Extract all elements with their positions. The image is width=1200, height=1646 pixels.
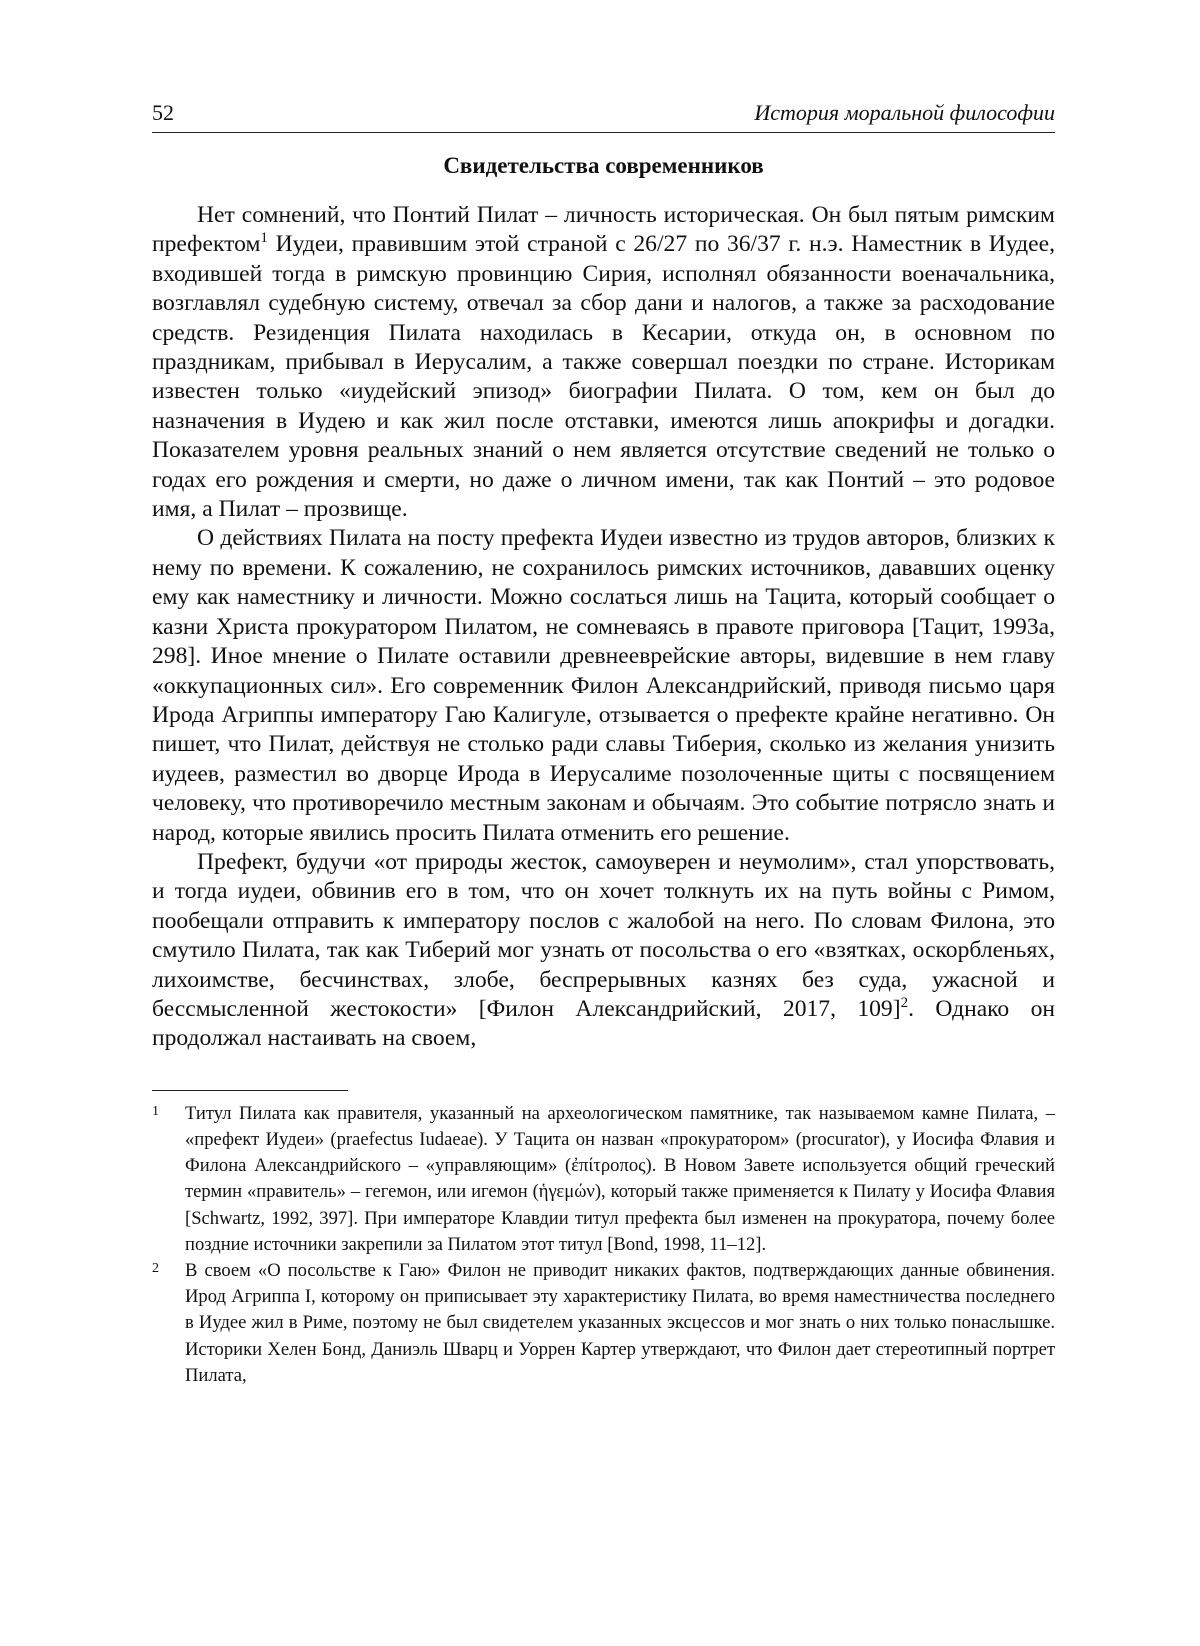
footnote-separator <box>152 1090 348 1091</box>
footnote-text: Титул Пилата как правителя, указанный на археологическом памятнике, так называемом камне Пилата, – «префект Иудеи» (praefectus Iudaeae). У Тацита он назван «прокуратором» (procurator), у Иосифа Флавия и Филона Александрийского – «управляющим» (ἐπίτροπος). В Новом Завете используется общий греческий термин «правитель» – гегемон, или игемон (ἡγεμών), который также применяется к Пилату у Иосифа Флавия [Schwartz, 1992, 397]. При императоре Клавдии титул префекта был изменен на прокуратора, почему более поздние источники закрепили за Пилатом этот титул [Bond, 1998, 11–12]. <box>185 1102 1055 1255</box>
paragraph-text: . Однако он продолжал настаивать на своем, <box>152 995 1055 1052</box>
paragraph-text: Префект, будучи «от природы жесток, самоуверен и неумолим», стал упорствовать, и тогда иудеи, обвинив его в том, что он хочет толкнуть их на путь войны с Римом, пообещали отправить к императору послов с жалобой на него. По словам Филона, это смутило Пилата, так как Тиберий мог узнать от посольства о его «взятках, оскорбленьях, лихоимстве, бесчинствах, злобе, беспрерывных казнях без суда, ужасной и бессмысленной жестокости» [Филон Александрийский, 2017, 109] <box>152 848 1055 1022</box>
paragraph-text: Иудеи, правившим этой страной с 26/27 по 36/37 г. н.э. Наместник в Иудее, входившей тогда в римскую провинцию Сирия, исполнял обязанности военачальника, возглавлял судебную систему, отвечал за сбор дани и налогов, а также за расходование средств. Резиденция Пилата находилась в Кесарии, откуда он, в основном по праздникам, прибывал в Иерусалим, а также совершал поездки по стране. Историкам известен только «иудейский эпизод» биографии Пилата. О том, кем он был до назначения в Иудею и как жил после отставки, имеются лишь апокрифы и догадки. Показателем уровня реальных знаний о нем является отсутствие сведений не только о годах его рождения и смерти, но даже о личном имени, так как Понтий – это родовое имя, а Пилат – прозвище. <box>152 231 1055 523</box>
footnote-number: 1 <box>152 1103 159 1119</box>
footnote-ref[interactable]: 2 <box>900 995 909 1012</box>
running-title: История моральной философии <box>754 100 1055 125</box>
running-header <box>152 100 1055 133</box>
footnote-ref[interactable]: 1 <box>260 230 268 247</box>
paragraph-text: О действиях Пилата на посту префекта Иудеи известно из трудов авторов, близких к нему по времени. К сожалению, не сохранилось римских источников, дававших оценку ему как наместнику и личности. Можно сослаться лишь на Тацита, который сообщает о казни Христа прокуратором Пилатом, не сомневаясь в правоте приговора [Тацит, 1993а, 298]. Иное мнение о Пилате оставили древнееврейские авторы, видевшие в нем главу «оккупационных сил». Его современник Филон Александрийский, приводя письмо царя Ирода Агриппы императору Гаю Калигуле, отзывается о префекте крайне негативно. Он пишет, что Пилат, действуя не столько ради славы Тиберия, сколько из желания унизить иудеев, разместил во дворце Ирода в Иерусалиме позолоченные щиты с посвящением человеку, что противоречило местным законам и обычаям. Это событие потрясло знать и народ, которые явились просить Пилата отменить его решение. <box>152 525 1055 846</box>
footnote <box>152 1258 1055 1389</box>
paragraph-text: Нет сомнений, что Понтий Пилат – личность историческая. Он был пятым римским префектом <box>152 202 1055 258</box>
paragraph <box>152 201 1055 524</box>
footnote-number: 2 <box>152 1261 159 1276</box>
footnotes <box>152 1101 1055 1389</box>
page-number: 52 <box>152 100 174 125</box>
book-page <box>152 100 1055 1389</box>
body-text <box>152 201 1055 1054</box>
paragraph <box>152 848 1055 1054</box>
footnote-text: В своем «О посольстве к Гаю» Филон не приводит никаких фактов, подтверждающих данные обвинения. Ирод Агриппа I, которому он приписывает эту характеристику Пилата, во время наместничества последнего в Иудее жил в Риме, поэтому не был свидетелем указанных эксцессов и мог знать о них только понаслышке. Историки Хелен Бонд, Даниэль Шварц и Уоррен Картер утверждают, что Филон дает стереотипный портрет Пилата, <box>185 1260 1055 1386</box>
paragraph <box>152 524 1055 847</box>
section-heading: Свидетельства современников <box>443 153 764 178</box>
footnote <box>152 1101 1055 1258</box>
